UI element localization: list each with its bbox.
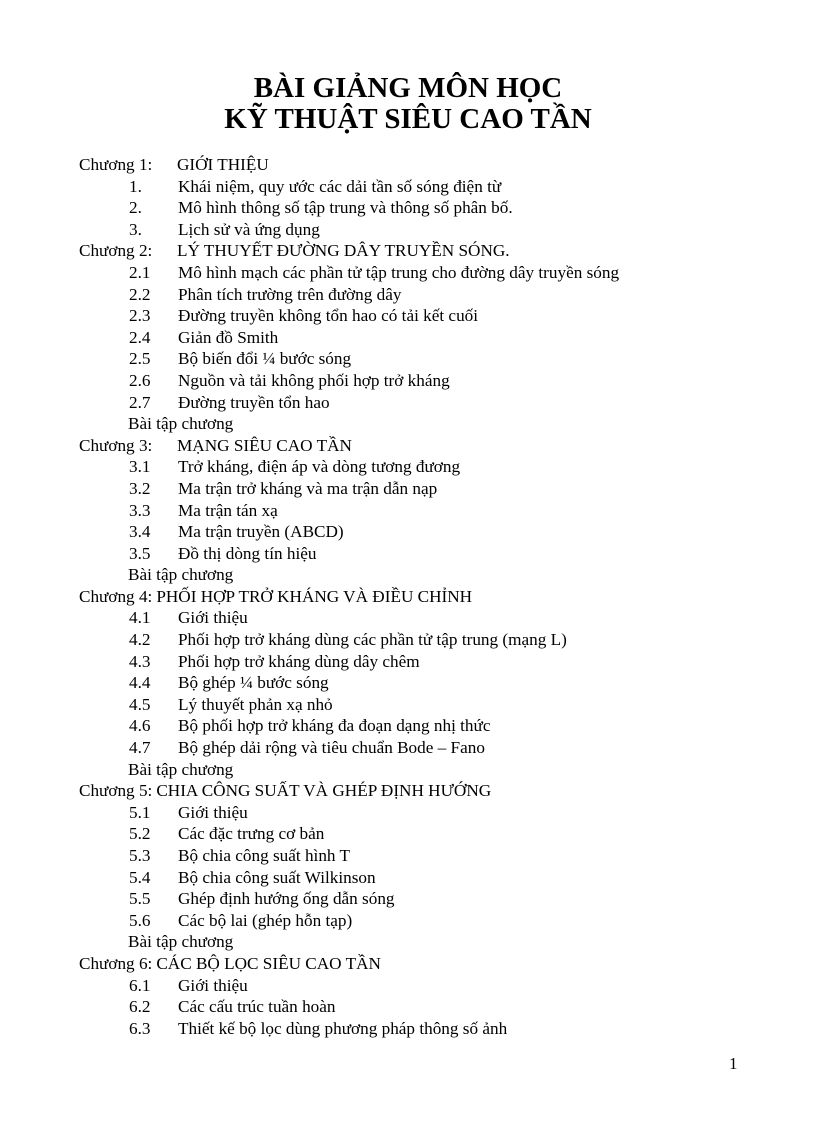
section-title: Bộ phối hợp trở kháng đa đoạn dạng nhị thức [178,716,491,736]
section-number: 4.6 [129,716,151,736]
section-number: 4.7 [129,738,151,758]
section-number: 2.6 [129,370,151,390]
chapter-label: Chương 2: [79,241,153,261]
chapter-heading-3 [0,435,816,457]
section-item [0,672,816,694]
section-number: 2. [129,198,142,218]
chapter-title: CHIA CÔNG SUẤT VÀ GHÉP ĐỊNH HƯỚNG [156,781,492,801]
section-title: Lý thuyết phản xạ nhỏ [178,694,333,714]
section-title: Khái niệm, quy ước các dải tần số sóng điện từ [178,176,502,196]
section-item [0,867,816,889]
section-item [0,197,816,219]
section-title: Các bộ lai (ghép hỗn tạp) [178,910,353,930]
section-title: Giới thiệu [178,975,248,995]
section-title: Thiết kế bộ lọc dùng phương pháp thông số ảnh [178,1018,508,1038]
section-item [0,348,816,370]
chapter-exercises: Bài tập chương [128,932,234,952]
section-number: 3.2 [129,478,151,498]
section-item [0,910,816,932]
section-title: Bộ ghép dải rộng và tiêu chuẩn Bode – Fano [178,738,485,758]
section-item [0,629,816,651]
section-number: 6.3 [129,1018,151,1038]
chapter-heading-1 [0,154,816,176]
section-item [0,392,816,414]
section-title: Lịch sử và ứng dụng [178,219,320,239]
section-item [0,478,816,500]
section-item [0,975,816,997]
section-item [0,327,816,349]
section-number: 5.4 [129,867,151,887]
section-title: Trở kháng, điện áp và dòng tương đương [178,457,461,477]
chapter-label: Chương 5: [79,781,153,801]
section-title: Nguồn và tải không phối hợp trở kháng [178,370,450,390]
section-title: Phân tích trường trên đường dây [178,284,402,304]
document-title-line-2: KỸ THUẬT SIÊU CAO TẦN [224,103,592,135]
section-number: 4.4 [129,673,151,693]
section-item [0,651,816,673]
section-number: 6.2 [129,997,151,1017]
section-number: 2.3 [129,306,151,326]
section-number: 4.5 [129,694,151,714]
section-number: 2.7 [129,392,151,412]
section-title: Các đặc trưng cơ bản [178,824,325,844]
section-title: Giản đồ Smith [178,327,279,347]
section-number: 3.5 [129,543,151,563]
section-item [0,219,816,241]
section-number: 3. [129,219,142,239]
chapter-title: CÁC BỘ LỌC SIÊU CAO TẦN [156,953,381,973]
section-item [0,888,816,910]
chapter-label: Chương 3: [79,435,153,455]
chapter-exercises: Bài tập chương [128,759,234,779]
chapter-heading-6 [0,953,816,975]
section-item [0,802,816,824]
section-item [0,456,816,478]
chapter-title: GIỚI THIỆU [177,155,269,174]
chapter-label: Chương 6: [79,953,153,973]
section-title: Bộ ghép ¼ bước sóng [178,673,329,693]
section-number: 3.3 [129,500,151,520]
chapter-heading-5 [0,780,816,802]
section-title: Ghép định hướng ống dẫn sóng [178,889,395,909]
document-title-line-1: BÀI GIẢNG MÔN HỌC [253,72,563,104]
chapter-title: LÝ THUYẾT ĐƯỜNG DÂY TRUYỀN SÓNG. [177,241,510,261]
section-item [0,715,816,737]
section-title: Giới thiệu [178,802,248,822]
section-item [0,1018,816,1040]
section-item [0,845,816,867]
section-number: 4.2 [129,630,151,650]
section-number: 2.5 [129,349,151,369]
section-number: 2.1 [129,262,151,282]
chapter-heading-4 [0,586,816,608]
chapter-label: Chương 1: [79,155,153,174]
section-title: Mô hình mạch các phần tử tập trung cho đường dây truyền sóng [178,262,620,282]
section-item [0,500,816,522]
page-number: 1 [729,1054,738,1073]
section-title: Đường truyền không tổn hao có tải kết cuối [178,306,479,326]
section-title: Phối hợp trở kháng dùng các phần tử tập trung (mạng L) [178,630,567,650]
section-item [0,284,816,306]
section-item [0,305,816,327]
section-number: 2.4 [129,327,151,347]
section-title: Các cấu trúc tuần hoàn [178,997,336,1017]
section-item [0,370,816,392]
section-number: 4.1 [129,608,151,628]
chapter-title: PHỐI HỢP TRỞ KHÁNG VÀ ĐIỀU CHỈNH [156,586,473,606]
section-number: 3.4 [129,522,151,542]
section-item [0,694,816,716]
section-title: Bộ chia công suất Wilkinson [178,867,376,887]
section-number: 5.6 [129,910,151,930]
section-title: Phối hợp trở kháng dùng dây chêm [178,651,420,671]
section-number: 5.3 [129,846,151,865]
section-title: Ma trận truyền (ABCD) [178,522,344,542]
section-title: Ma trận trở kháng và ma trận dẫn nạp [178,478,438,498]
chapter-heading-2 [0,240,816,262]
section-title: Bộ biến đổi ¼ bước sóng [178,349,352,369]
section-item [0,737,816,759]
chapter-exercises: Bài tập chương [128,565,234,585]
section-title: Ma trận tán xạ [178,500,278,520]
section-item [0,176,816,198]
section-number: 3.1 [129,457,151,477]
section-title: Mô hình thông số tập trung và thông số phân bố. [178,198,513,218]
section-number: 6.1 [129,975,151,995]
section-item [0,543,816,565]
section-title: Bộ chia công suất hình T [178,846,351,865]
section-number: 4.3 [129,651,151,671]
section-number: 5.1 [129,802,151,822]
section-item [0,823,816,845]
chapter-exercises: Bài tập chương [128,414,234,434]
table-of-contents [0,154,816,1039]
section-item [0,262,816,284]
section-item [0,996,816,1018]
section-number: 1. [129,176,142,196]
section-title: Đồ thị dòng tín hiệu [178,543,317,563]
section-item [0,607,816,629]
chapter-title: MẠNG SIÊU CAO TẦN [177,435,352,455]
section-item [0,521,816,543]
section-number: 5.2 [129,824,151,844]
chapter-label: Chương 4: [79,586,153,606]
section-title: Đường truyền tổn hao [178,392,330,412]
section-number: 5.5 [129,889,151,909]
section-title: Giới thiệu [178,608,248,628]
section-number: 2.2 [129,284,151,304]
